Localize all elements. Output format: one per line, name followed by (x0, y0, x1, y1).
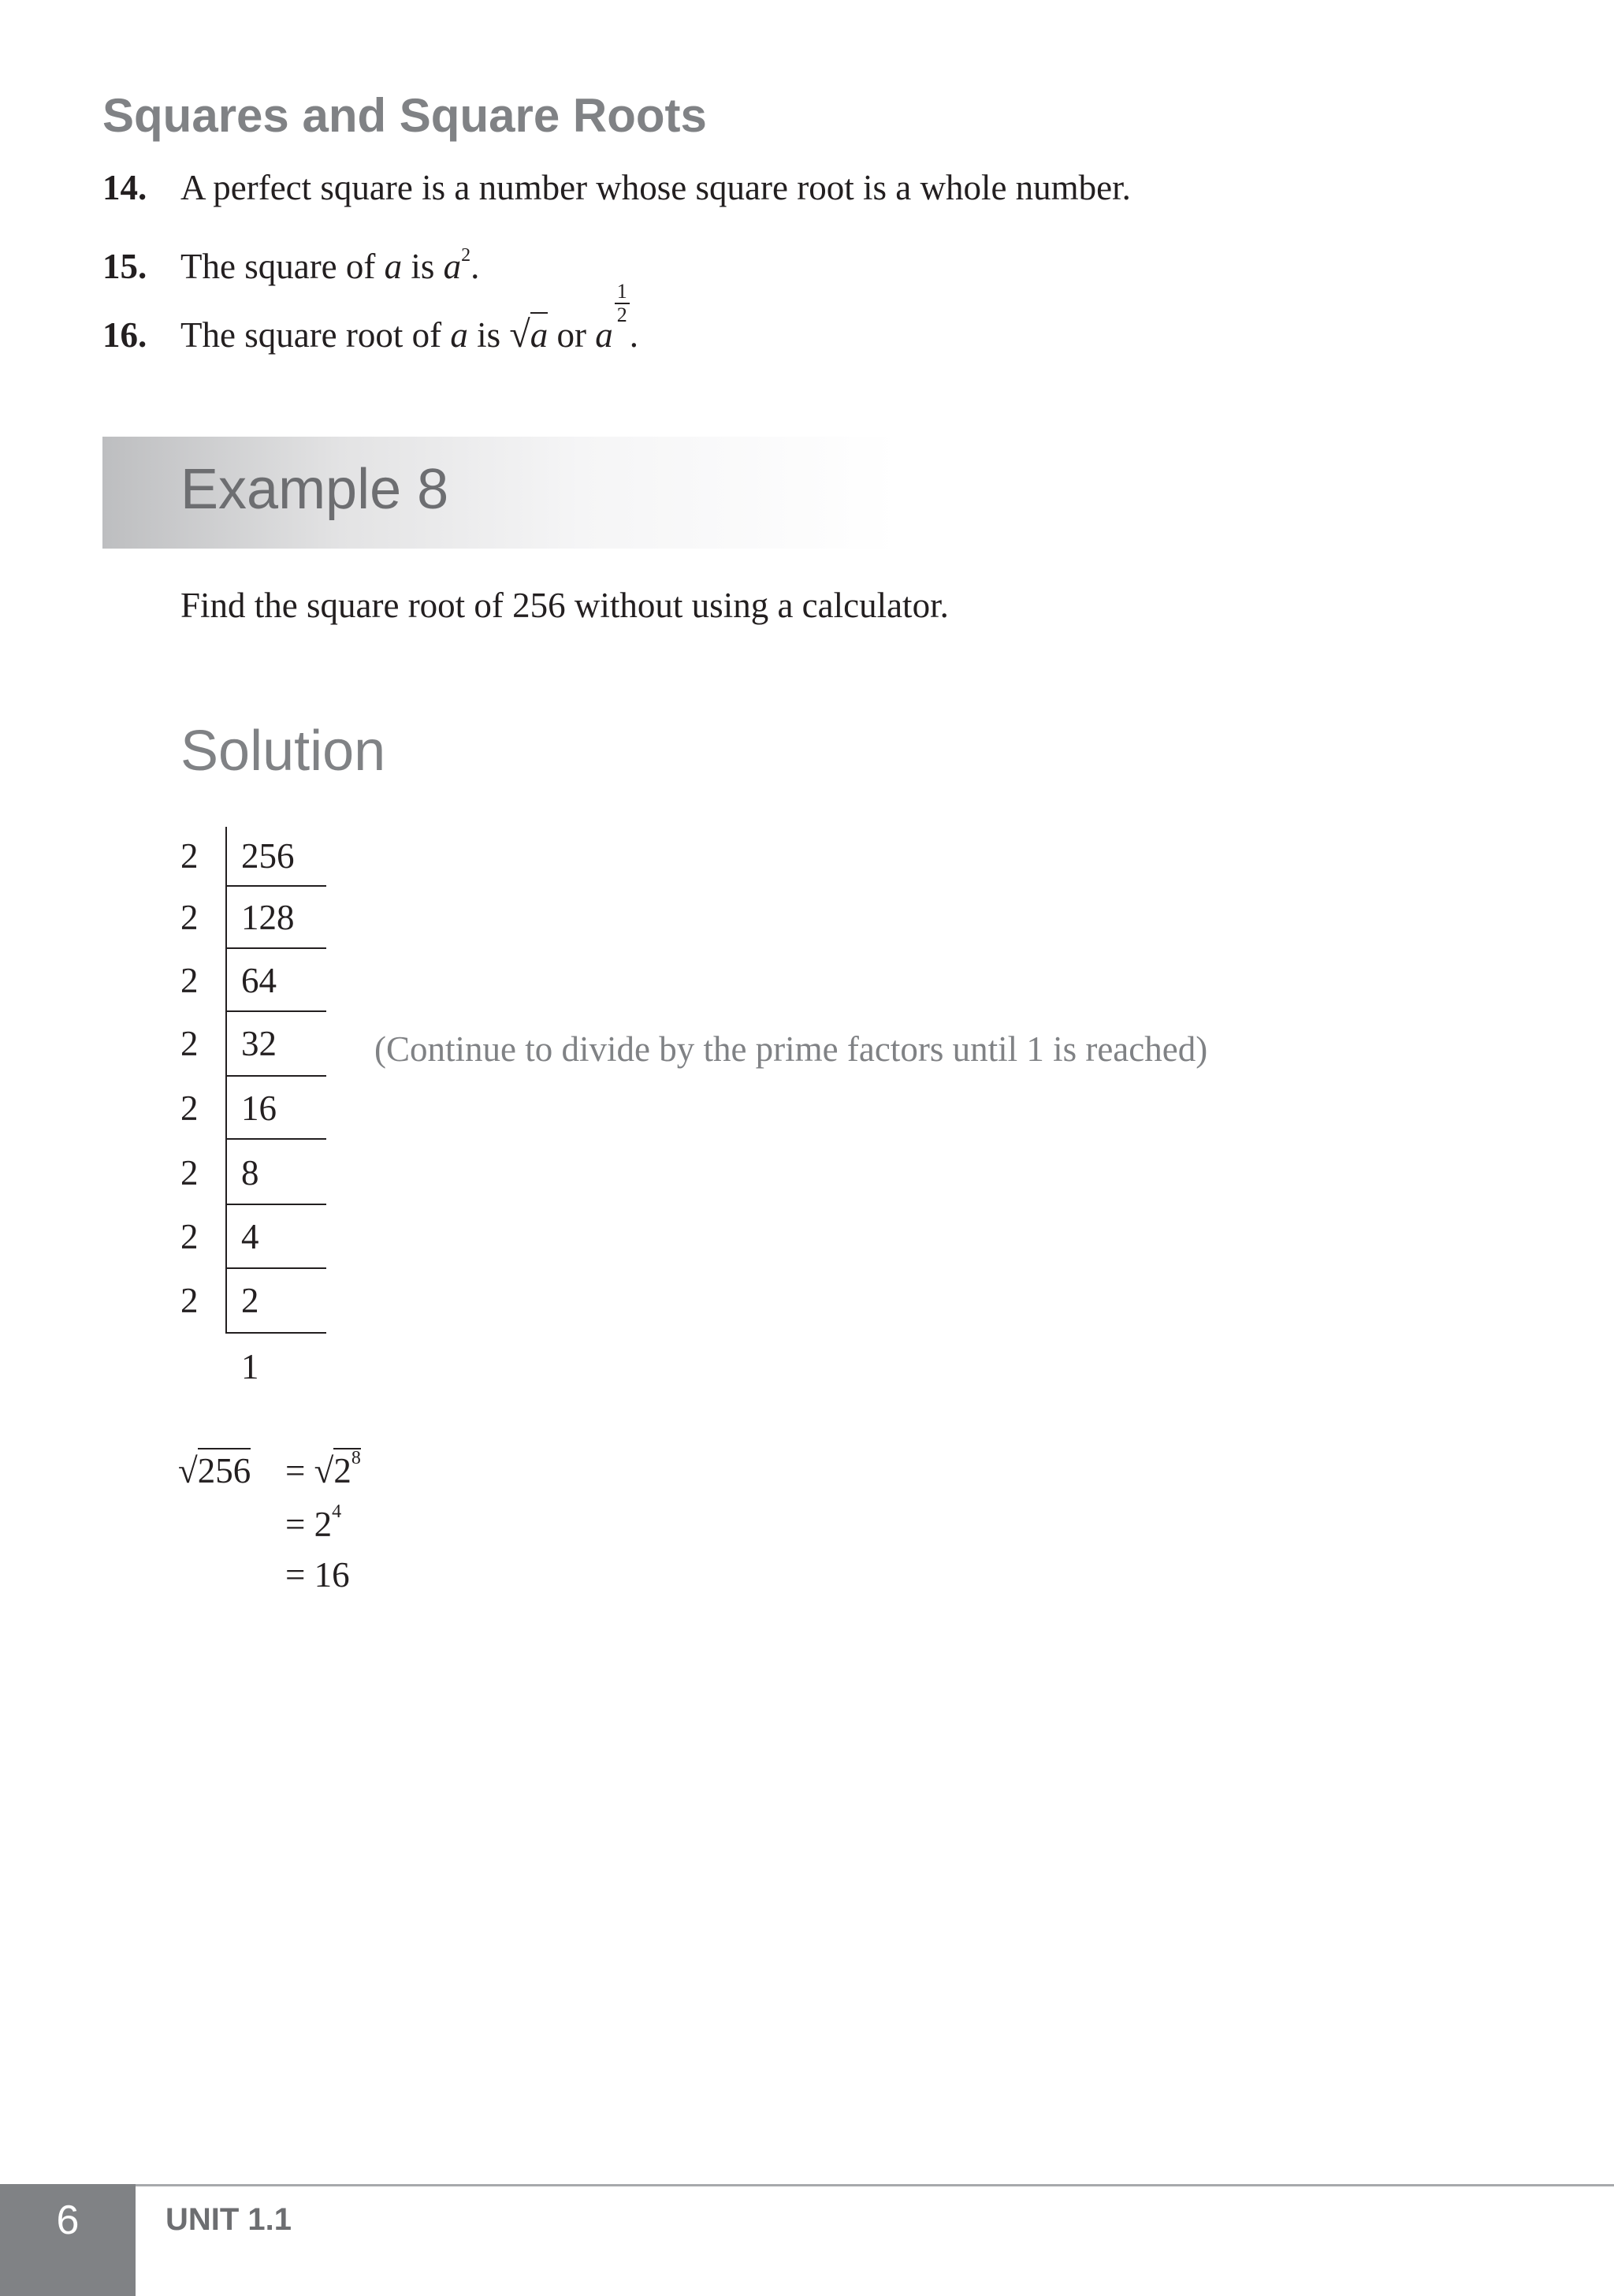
variable-a: a (384, 247, 403, 286)
fact-text-mid: is (467, 315, 510, 355)
fact-text-prefix: The square root of (180, 315, 451, 355)
ladder-value: 16 (241, 1088, 277, 1128)
ladder-rule (225, 1204, 326, 1205)
variable-a: a (443, 247, 462, 286)
variable-a: a (450, 315, 468, 355)
variable-a: a (595, 315, 613, 355)
equals-sign: = (285, 1505, 306, 1544)
ladder-rule (225, 1138, 326, 1140)
ladder-value: 64 (241, 961, 277, 1000)
ladder-divisor: 2 (180, 1281, 199, 1320)
fraction-exponent (615, 281, 630, 326)
fact-text-suffix: . (629, 315, 638, 355)
fraction-numerator: 1 (615, 281, 630, 304)
ladder-rule (225, 1010, 326, 1012)
footer-rule (0, 2184, 1614, 2186)
unit-label: UNIT 1.1 (165, 2202, 292, 2237)
example-prompt: Find the square root of 256 without using a calculator. (180, 586, 949, 625)
fact-15 (102, 236, 479, 290)
radicand: a (530, 312, 549, 355)
calc-line-1 (178, 1450, 251, 1491)
exponent: 4 (332, 1502, 342, 1522)
radicand: 256 (198, 1448, 251, 1490)
ladder-divisor: 2 (180, 836, 199, 876)
ladder-divisor: 2 (180, 898, 199, 937)
ladder-divisor: 2 (180, 1088, 199, 1128)
ladder-value: 8 (241, 1153, 259, 1193)
ladder-divisor: 2 (180, 961, 199, 1000)
calc-line-3 (285, 1554, 350, 1595)
ladder-vertical-line (225, 827, 227, 1334)
base: 2 (314, 1505, 333, 1544)
fact-text-mid: is (402, 247, 444, 286)
example-title: Example 8 (180, 458, 449, 521)
ladder-rule (225, 947, 326, 949)
fraction-denominator: 2 (616, 303, 627, 326)
solution-note: (Continue to divide by the prime factors until 1 is reached) (374, 1029, 1208, 1069)
fact-14 (102, 164, 1131, 211)
fact-16 (102, 280, 638, 359)
exponent: 8 (351, 1448, 361, 1468)
calc-line-2 (285, 1504, 341, 1545)
ladder-value: 128 (241, 898, 295, 937)
fact-text: A perfect square is a number whose square root is a whole number. (180, 168, 1131, 207)
ladder-divisor: 2 (180, 1217, 199, 1256)
sqrt-icon: √ (178, 1451, 198, 1490)
ladder-rule (225, 1332, 326, 1334)
equals-sign: = (285, 1451, 306, 1490)
fact-text-or: or (548, 315, 596, 355)
ladder-value: 256 (241, 836, 295, 876)
ladder-value: 32 (241, 1024, 277, 1063)
ladder-rule (225, 885, 326, 887)
ladder-value: 4 (241, 1217, 259, 1256)
ladder-rule (225, 1075, 326, 1077)
equals-sign: = (285, 1555, 306, 1595)
solution-title: Solution (180, 720, 386, 783)
ladder-divisor: 2 (180, 1153, 199, 1193)
fact-number: 16. (102, 315, 147, 355)
fact-text-prefix: The square of (180, 247, 385, 286)
fact-number: 14. (102, 168, 147, 207)
base: 2 (333, 1451, 351, 1490)
fact-number: 15. (102, 247, 147, 286)
ladder-value: 2 (241, 1281, 259, 1320)
radicand (333, 1448, 361, 1490)
sqrt-icon: √ (314, 1451, 334, 1490)
exponent: 2 (461, 245, 471, 266)
ladder-divisor: 2 (180, 1024, 199, 1063)
ladder-rule (225, 1267, 326, 1269)
fact-text-suffix: . (470, 247, 480, 286)
page-number: 6 (56, 2197, 80, 2243)
result-value: 16 (314, 1555, 350, 1595)
sqrt-icon: √ (509, 314, 530, 355)
section-title: Squares and Square Roots (102, 89, 707, 142)
ladder-final-value: 1 (241, 1347, 259, 1386)
calc-line-1-right (285, 1450, 361, 1491)
